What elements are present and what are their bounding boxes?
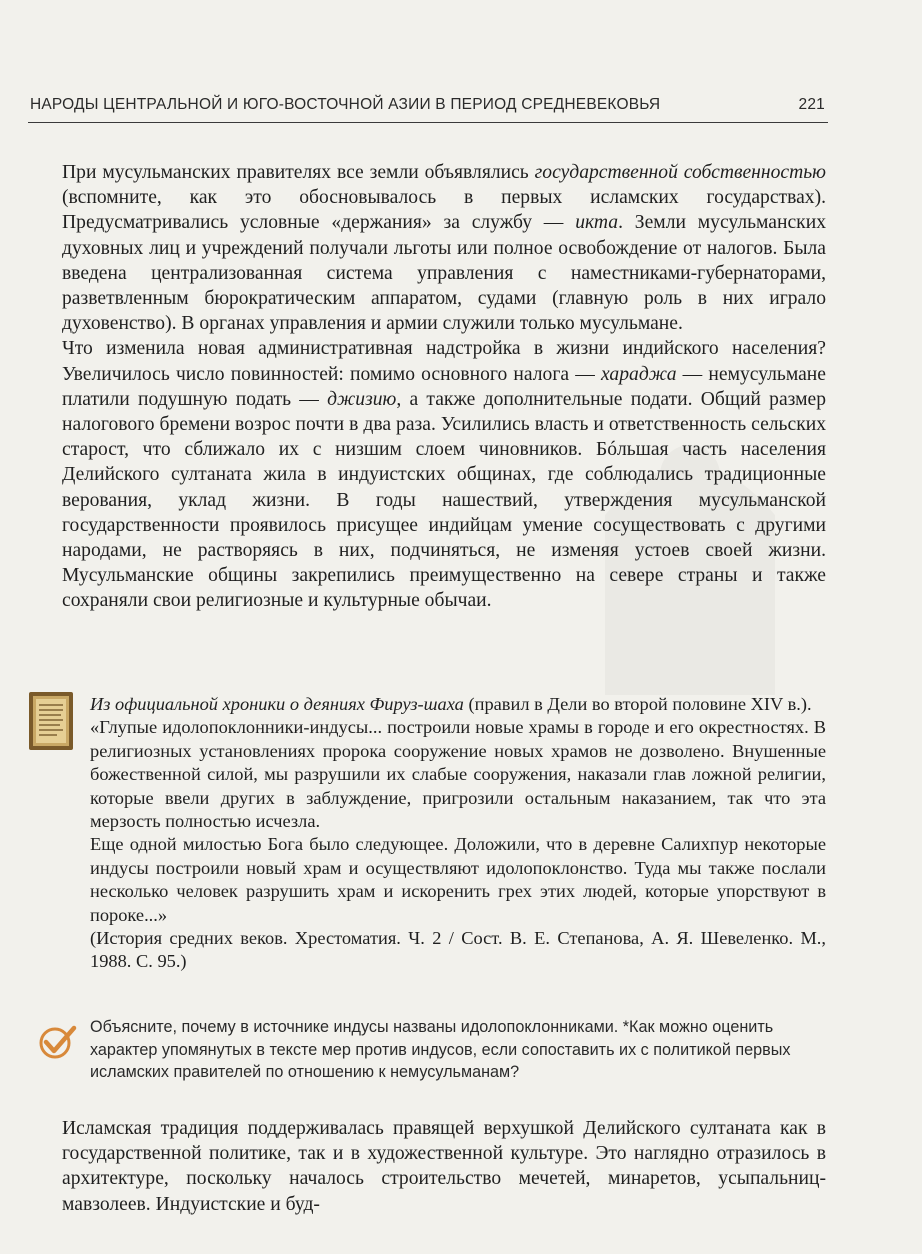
paragraph-2-text-c: , а также дополнительные подати. Общий размер налогового бремени возрос почти в два раза. Усилились власть и ответственность сельских старост, что сближало их с низшим слоем чиновников. Бóльшая часть населения Делийского султаната жила в индуистских общинах, где соблюдались традиционные верования, уклад жизни. В годы нашествий, утверждения мусульманской государственности проявилось присущее индийцам умение сосуществовать с другими народами, не растворяясь в них, подчиняться, не изменяя устоев своей жизни. Мусульманские общины закрепились преимущественно на севере страны и также сохраняли свои религиозные и культурные обычаи. — [62, 388, 826, 612]
paragraph-1 — [62, 160, 826, 336]
checkmark-question-icon — [36, 1024, 78, 1060]
paragraph-2-text-a: Что изменила новая административная надстройка в жизни индийского населения? Увеличилось число повинностей: помимо основного налога — — [62, 338, 826, 385]
source-heading — [90, 693, 826, 716]
question-text: Объясните, почему в источнике индусы названы идолопоклонниками. *Как можно оценить характер упомянутых в тексте мер против индусов, если сопоставить их с политикой первых исламских правителей по отношению к немусульманам? — [90, 1018, 791, 1081]
question-block — [90, 1016, 835, 1084]
term-ikta: икта — [575, 212, 619, 234]
paragraph-3: Исламская традиция поддерживалась правящей верхушкой Делийского султаната как в государственной политике, так и в художественной культуре. Это наглядно отразилось в архитектуре, поскольку началось строительство мечетей, минаретов, усыпальниц-мавзолеев. Индуистские и буд- — [62, 1118, 826, 1215]
source-excerpt — [90, 693, 826, 974]
paragraph-2 — [62, 336, 826, 613]
source-title-note: (правил в Дели во второй половине XIV в.). — [463, 694, 812, 714]
source-quote-1: «Глупые идолопоклонники-индусы... построили новые храмы в городе и его окрестностях. В религиозных установлениях пророка сооружение новых храмов не дозволено. Внушенные божественной силой, мы разрушили их слабые сооружения, наказали глав ложной религии, которые ввели других в заблуждение, пригрозили остальным наказанием, так что эта мерзость полностью исчезла. — [90, 717, 826, 832]
page-number: 221 — [798, 96, 825, 113]
term-state-property: государственной собственностью — [534, 162, 826, 183]
chapter-title: НАРОДЫ ЦЕНТРАЛЬНОЙ И ЮГО-ВОСТОЧНОЙ АЗИИ В ПЕРИОД СРЕДНЕВЕКОВЬЯ — [30, 96, 661, 113]
header-rule — [28, 122, 828, 123]
source-quote-2: Еще одной милостью Бога было следующее. Доложили, что в деревне Салихпур некоторые индусы построили новый храм и осуществляют идолопоклонство. Туда мы также послали несколько человек разрушить храм и искоренить грех этих людей, которые упорствуют в пороке...» — [90, 834, 826, 925]
page-header — [30, 96, 825, 114]
source-title: Из официальной хроники о деяниях Фируз-шаха — [90, 694, 464, 714]
scroll-document-icon — [27, 690, 75, 752]
body-text-top — [62, 160, 826, 614]
paragraph-2-text-b: — немусульмане платили подушную подать — — [62, 363, 826, 410]
term-jizya: джизию — [327, 388, 397, 410]
paragraph-1-text-b: (вспомните, как это обосновывалось в первых исламских государствах). Предусматривались условные «держания» за службу — — [62, 187, 826, 234]
term-kharaj: хараджа — [600, 363, 677, 385]
paragraph-1-text-c: . Земли мусульманских духовных лиц и учреждений получали льготы или полное освобождение от налогов. Была введена централизованная система управления с наместниками-губернаторами, разветвленным бюрократическим аппаратом, судами (главную роль в них играло духовенство). В органах управления и армии служили только мусульмане. — [62, 212, 826, 335]
paragraph-1-text-a: При мусульманских правителях все земли объявлялись — [62, 162, 535, 183]
body-text-bottom — [62, 1116, 826, 1217]
source-citation: (История средних веков. Хрестоматия. Ч. 2 / Сост. В. Е. Степанова, А. Я. Шевеленко. М., 1988. С. 95.) — [90, 928, 826, 972]
